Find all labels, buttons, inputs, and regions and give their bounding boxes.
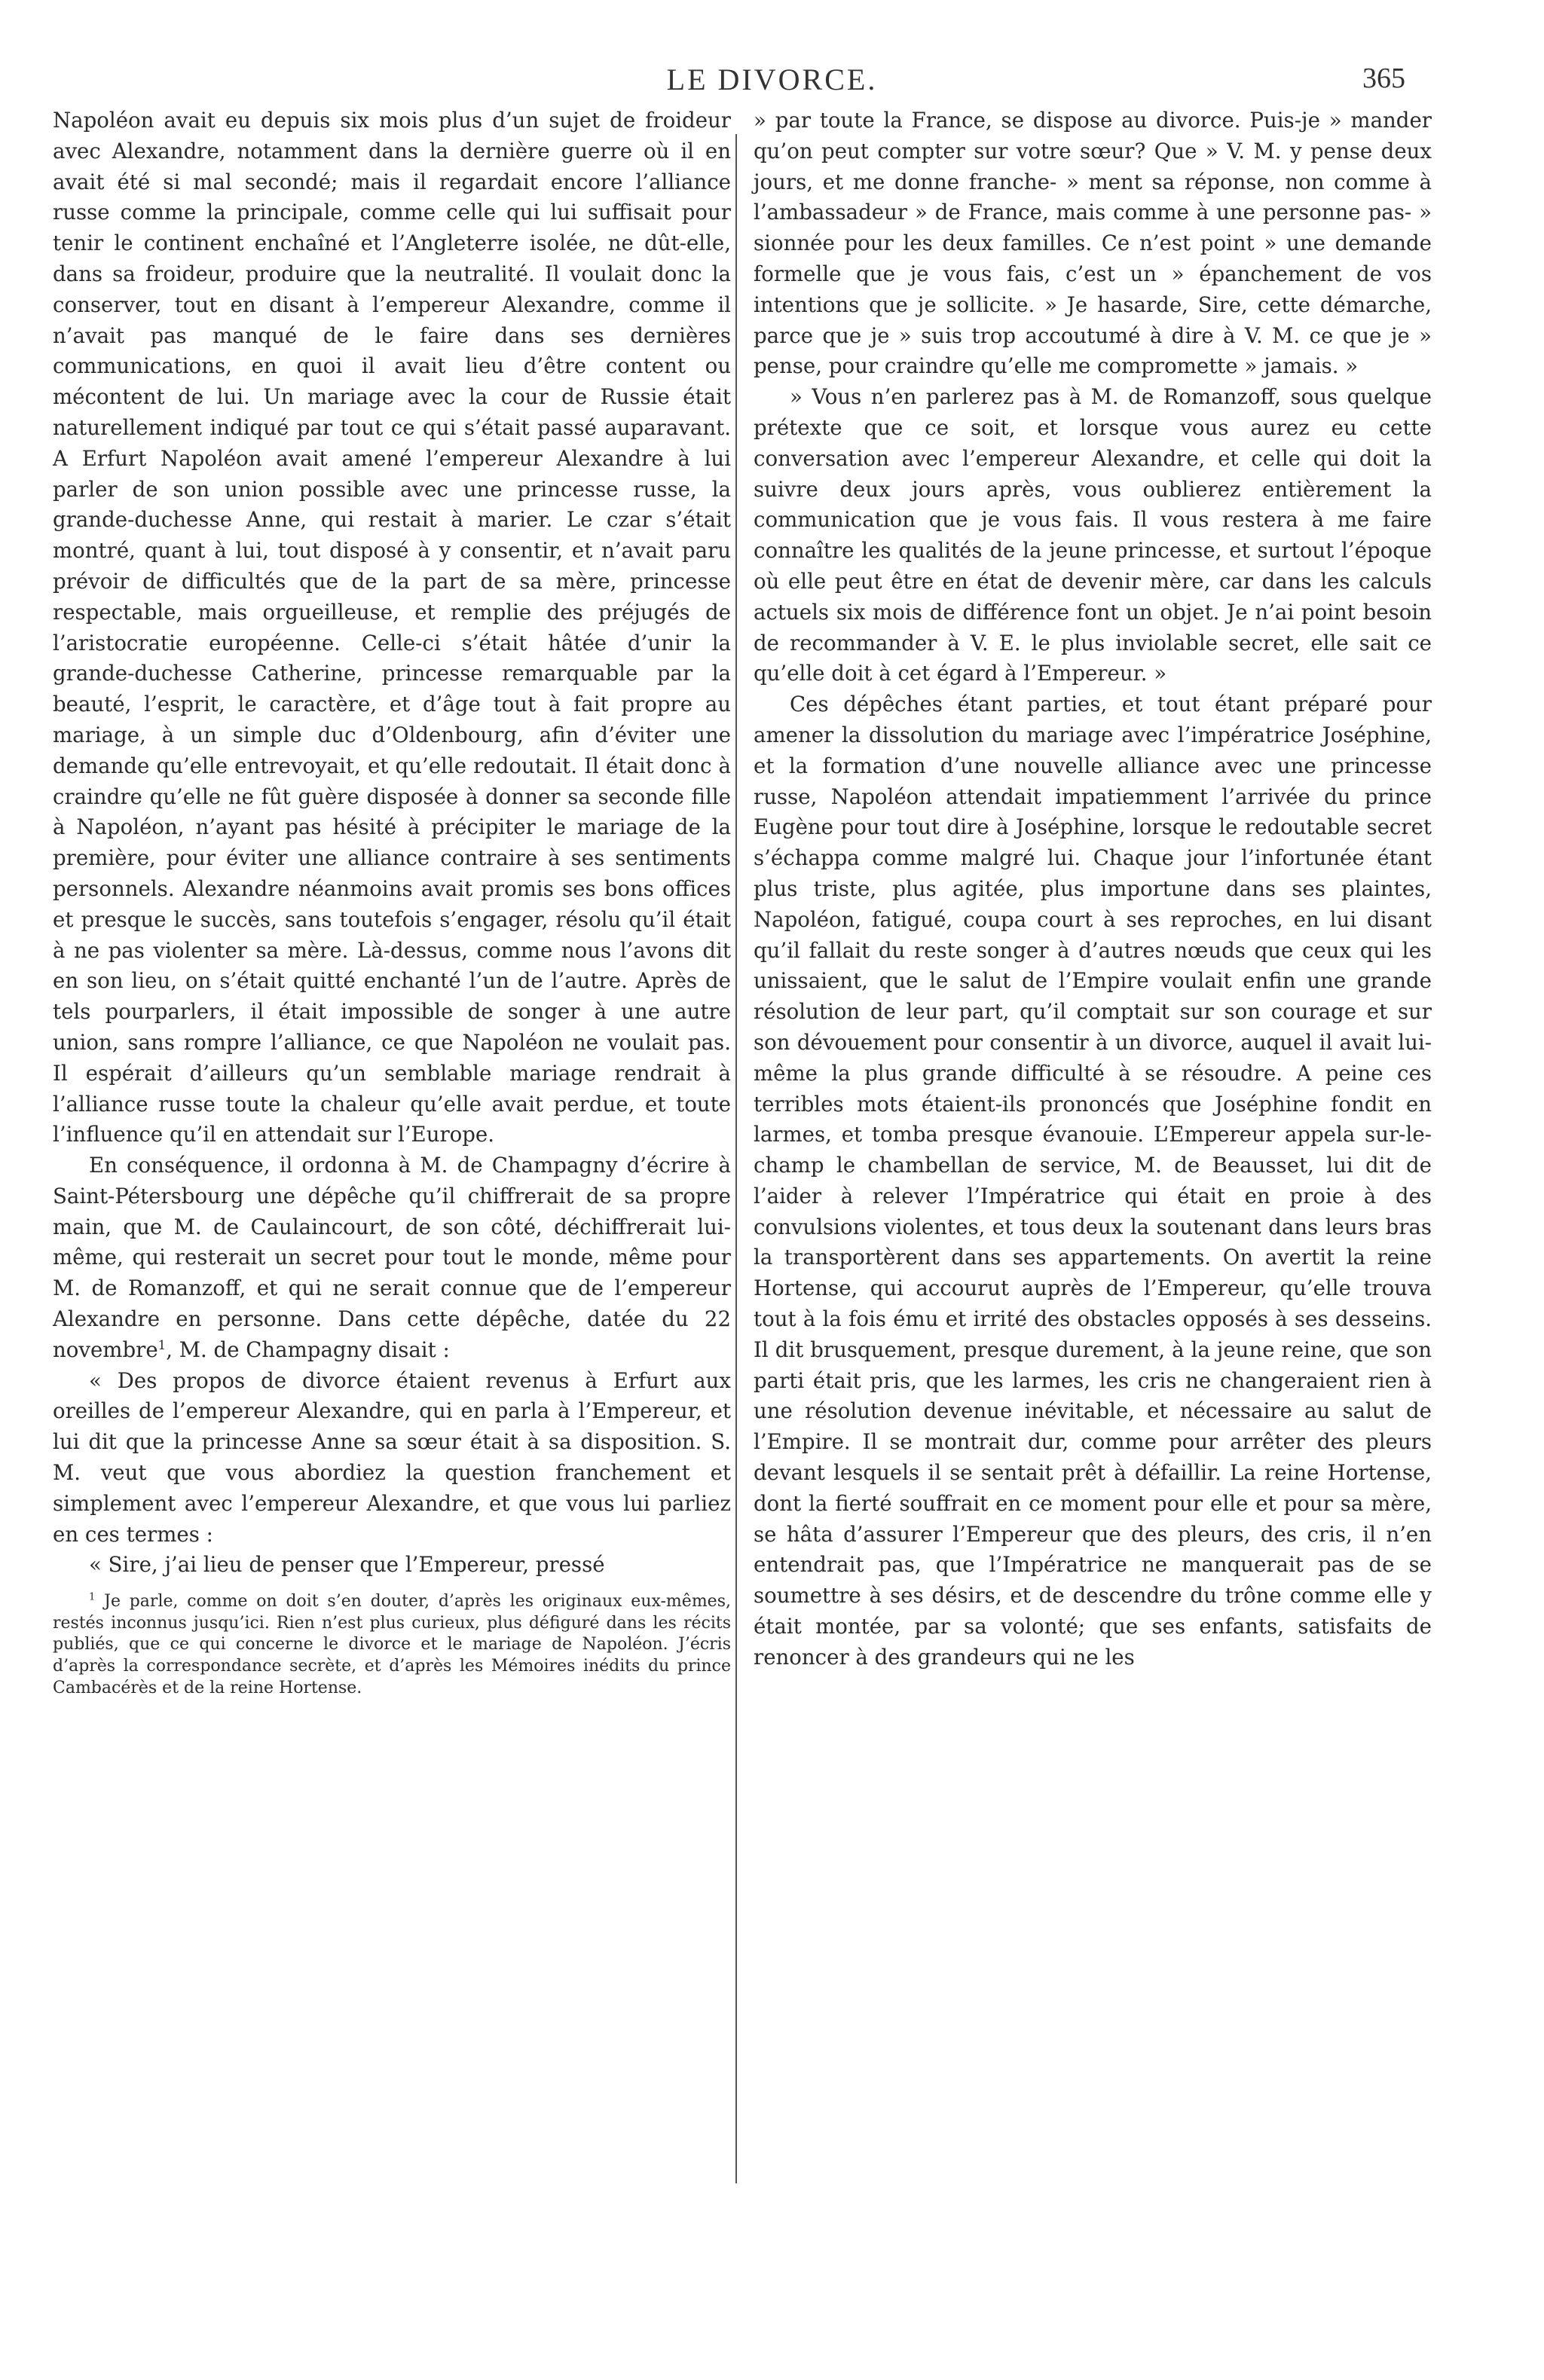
left-column [53,105,731,1699]
footnote-ref: 1 [157,1337,167,1352]
column-divider [735,134,737,2183]
paragraph-text-tail: , M. de Champagny disait : [166,1337,450,1362]
paragraph: » par toute la France, se dispose au divorce. Puis-je » mander qu’on peut compter sur votre sœur? Que » V. M. y pense deux jours, et me donne franche- » ment sa réponse, non comme à l’ambassadeur » de France, mais comme à une personne pas- » sionnée pour les deux familles. Ce n’est point » une demande formelle que je vous fais, c’est un » épanchement de vos intentions que je sollicite. » Je hasarde, Sire, cette démarche, parce que je » suis trop accoutumé à dire à V. M. ce que je » pense, pour craindre qu’elle me compromette » jamais. » [754,108,1432,379]
paragraph: « Des propos de divorce étaient revenus à Erfurt aux oreilles de l’empereur Alexandre, qui en parla à l’Empereur, et lui dit que la princesse Anne sa sœur était à sa disposition. S. M. veut que vous abordiez la question franchement et simplement avec l’empereur Alexandre, et que vous lui parliez en ces termes : [53,1367,731,1547]
footnote-marker: 1 [89,1591,96,1603]
page-number: 365 [1362,63,1405,94]
footnote [53,1591,731,1699]
paragraph [53,1150,731,1366]
running-title: LE DIVORCE. [666,63,878,96]
paragraph: « Sire, j’ai lieu de penser que l’Empereur, pressé [89,1552,605,1578]
paragraph: » Vous n’en parlerez pas à M. de Romanzoff, sous quelque prétexte que ce soit, et lorsque vous aurez eu cette conversation avec l’empereur Alexandre, et celle qui doit la suivre deux jours après, vous oublierez entièrement la communication que je vous fais. Il vous restera à me faire connaître les qualités de la jeune princesse, et surtout l’époque où elle peut être en état de devenir mère, car dans les calculs actuels six mois de différence font un objet. Je n’ai point besoin de recommander à V. E. le plus inviolable secret, elle sait ce qu’elle doit à cet égard à l’Empereur. » [754,384,1432,686]
right-column [754,105,1432,1673]
paragraph: Napoléon avait eu depuis six mois plus d’un sujet de froideur avec Alexandre, notamment dans la dernière guerre où il en avait été si mal secondé; mais il regardait encore l’alliance russe comme la principale, comme celle qui lui suffisait pour tenir le continent enchaîné et l’Angleterre isolée, ne dût-elle, dans sa froideur, produire que la neutralité. Il voulait donc la conserver, tout en disant à l’empereur Alexandre, comme il n’avait pas manqué de le faire dans ses dernières communications, en quoi il avait lieu d’être content ou mécontent de lui. Un mariage avec la cour de Russie était naturellement indiqué par tout ce qui s’était passé auparavant. A Erfurt Napoléon avait amené l’empereur Alexandre à lui parler de son union possible avec une princesse russe, la grande-duchesse Anne, qui restait à marier. Le czar s’était montré, quant à lui, tout disposé à y consentir, et n’avait paru prévoir de difficultés que de la part de sa mère, princesse respectable, mais orgueilleuse, et remplie des préjugés de l’aristocratie européenne. Celle-ci s’était hâtée d’unir la grande-duchesse Catherine, princesse remarquable par la beauté, l’esprit, le caractère, et d’âge tout à fait propre au mariage, à un simple duc d’Oldenbourg, afin d’éviter une demande qu’elle entrevoyait, et qu’elle redoutait. Il était donc à craindre qu’elle ne fût guère disposée à donner sa seconde fille à Napoléon, n’ayant pas hésité à précipiter le mariage de la première, pour éviter une alliance contraire à ses sentiments personnels. Alexandre néanmoins avait promis ses bons offices et presque le succès, sans toutefois s’engager, résolu qu’il était à ne pas violenter sa mère. Là-dessus, comme nous l’avons dit en son lieu, on s’était quitté enchanté l’un de l’autre. Après de tels pourparlers, il était impossible de songer à une autre union, sans rompre l’alliance, ce que Napoléon ne voulait pas. Il espérait d’ailleurs qu’un semblable mariage rendrait à l’alliance russe toute la chaleur qu’elle avait perdue, et toute l’influence qu’il en attendait sur l’Europe. [53,108,731,1147]
paragraph-text: En conséquence, il ordonna à M. de Champagny d’écrire à Saint-Pétersbourg une dépêche qu’il chiffrerait de sa propre main, que M. de Caulaincourt, de son côté, déchiffrerait lui-même, qui resterait un secret pour tout le monde, même pour M. de Romanzoff, et qui ne serait connue que de l’empereur Alexandre en personne. Dans cette dépêche, datée du 22 novembre [53,1153,731,1362]
paragraph: Ces dépêches étant parties, et tout étant préparé pour amener la dissolution du mariage avec l’impératrice Joséphine, et la formation d’une nouvelle alliance avec une princesse russe, Napoléon attendait impatiemment l’arrivée du prince Eugène pour tout dire à Joséphine, lorsque le redoutable secret s’échappa comme malgré lui. Chaque jour l’infortunée étant plus triste, plus agitée, plus importune dans ses plaintes, Napoléon, fatigué, coupa court à ses reproches, en lui disant qu’il fallait du reste songer à d’autres nœuds que ceux qui les unissaient, que le salut de l’Empire voulait enfin une grande résolution de leur part, qu’il comptait sur son courage et sur son dévouement pour consentir à un divorce, auquel il avait lui-même la plus grande difficulté à se résoudre. A peine ces terribles mots étaient-ils prononcés que Joséphine fondit en larmes, et tomba presque évanouie. L’Empereur appela sur-le-champ le chambellan de service, M. de Beausset, lui dit de l’aider à relever l’Impératrice qui était en proie à des convulsions violentes, et tous deux la soutenant dans leurs bras la transportèrent dans ses appartements. On avertit la reine Hortense, qui accourut auprès de l’Empereur, qu’elle trouva tout à la fois ému et irrité des obstacles opposés à ses desseins. Il dit brusquement, presque durement, à la jeune reine, que son parti était pris, que les larmes, les cris ne changeraient rien à une résolution devenue inévitable, et nécessaire au salut de l’Empire. Il se montrait dur, comme pour arrêter des pleurs devant lesquels il se sentait prêt à défaillir. La reine Hortense, dont la fierté souffrait en ce moment pour elle et pour sa mère, se hâta d’assurer l’Empereur que des pleurs, des cris, il n’en entendrait pas, que l’Impératrice ne manquerait pas de se soumettre à ses désirs, et de descendre du trône comme elle y était montée, par sa volonté; que ses enfants, satisfaits de renoncer à des grandeurs qui ne les [754,692,1432,1670]
footnote-text: Je parle, comme on doit s’en douter, d’après les originaux eux-mêmes, restés inconnus jusqu’ici. Rien n’est plus curieux, plus défiguré dans les récits publiés, que ce qui concerne le divorce et le mariage de Napoléon. J’écris d’après la correspondance secrète, et d’après les Mémoires inédits du prince Cambacérès et de la reine Hortense. [53,1592,731,1697]
